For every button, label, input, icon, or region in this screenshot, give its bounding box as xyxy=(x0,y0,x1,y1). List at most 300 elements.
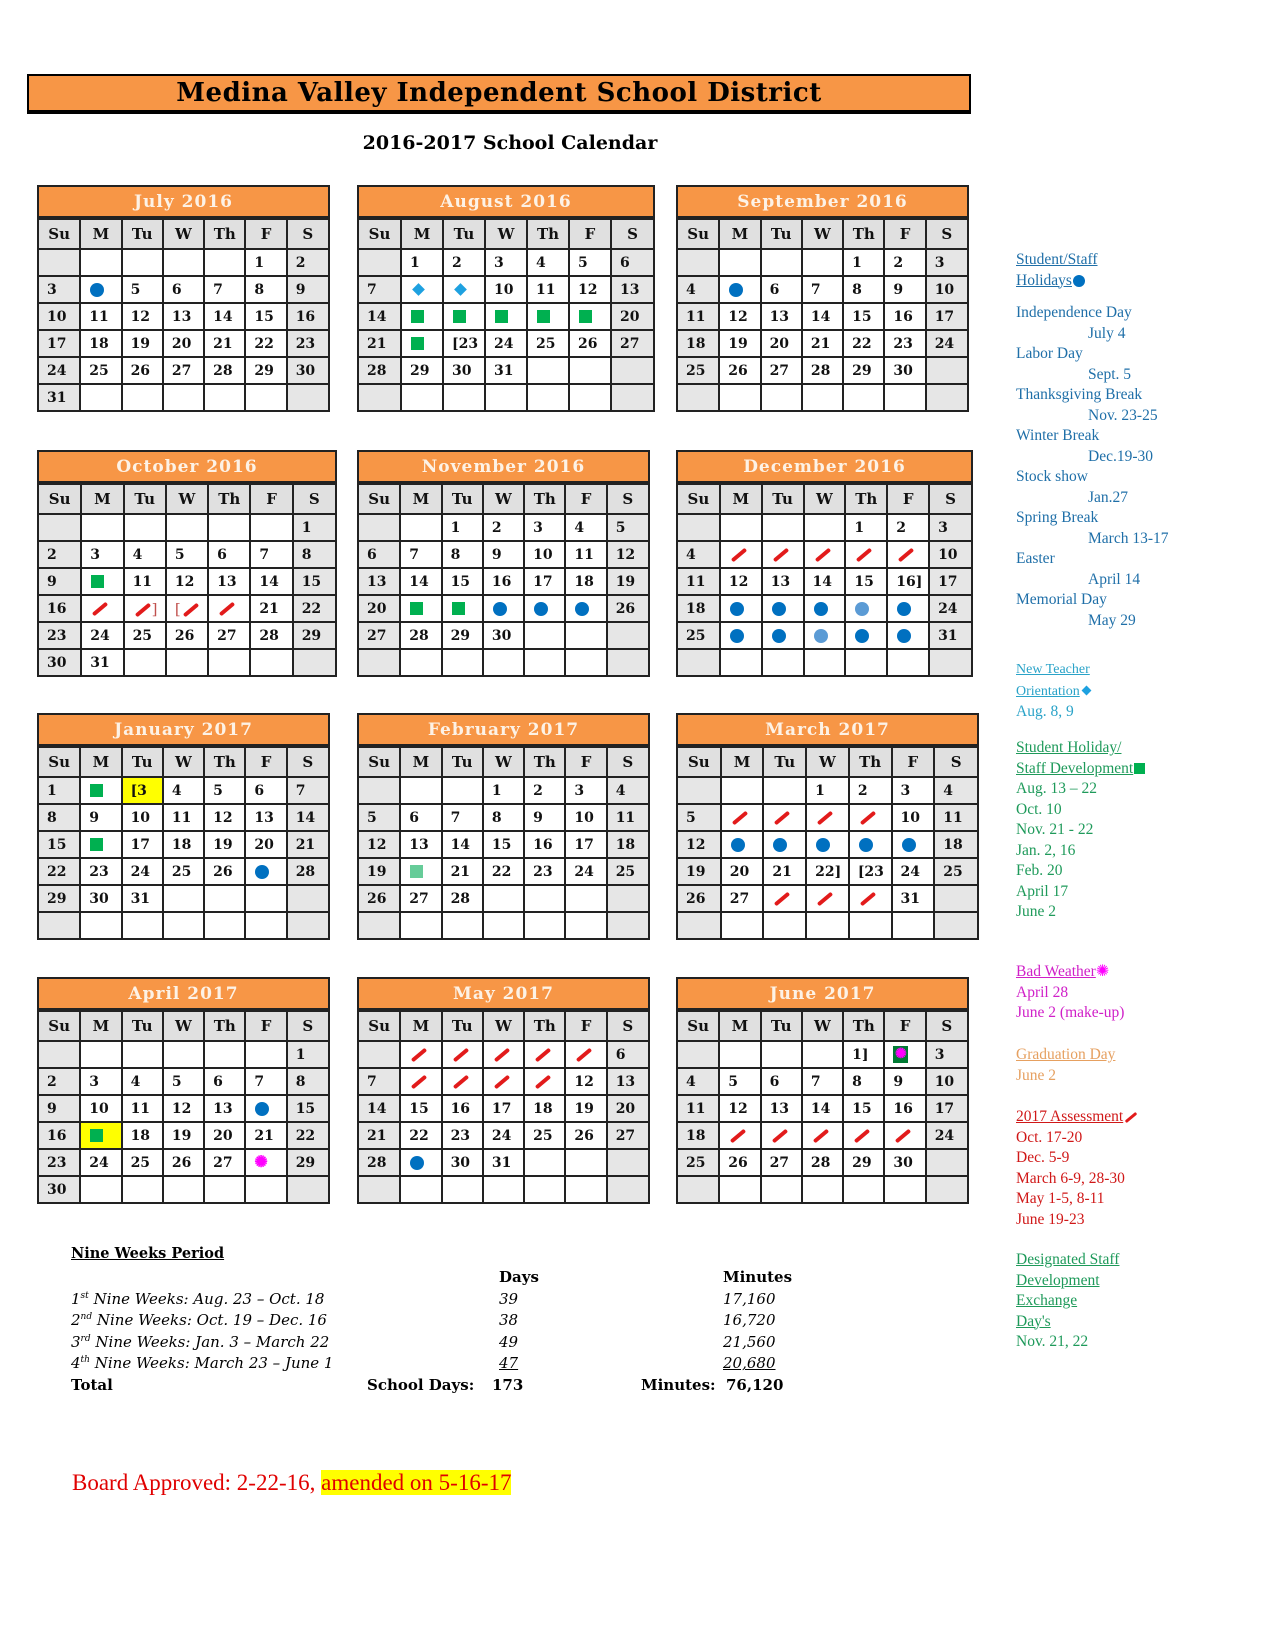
day-cell[interactable] xyxy=(678,249,719,276)
day-cell[interactable]: 19 xyxy=(122,330,163,357)
day-cell[interactable]: 6 xyxy=(208,541,250,568)
day-cell[interactable] xyxy=(524,1176,565,1202)
day-cell[interactable] xyxy=(887,649,929,675)
day-cell[interactable]: 18 xyxy=(678,595,720,622)
day-cell[interactable]: 10 xyxy=(926,276,967,303)
day-cell[interactable] xyxy=(122,1176,163,1202)
day-cell[interactable] xyxy=(80,384,121,410)
day-cell[interactable]: 2 xyxy=(287,249,328,276)
day-cell[interactable] xyxy=(80,249,121,276)
day-cell[interactable] xyxy=(565,622,606,649)
day-cell[interactable]: 5 xyxy=(122,276,163,303)
day-cell[interactable] xyxy=(887,622,929,649)
day-cell[interactable]: 15 xyxy=(483,831,524,858)
day-cell[interactable] xyxy=(122,384,163,410)
day-cell[interactable]: 14 xyxy=(802,303,843,330)
day-cell[interactable] xyxy=(204,1176,245,1202)
day-cell[interactable]: 11 xyxy=(527,276,569,303)
day-cell[interactable] xyxy=(401,303,443,330)
day-cell[interactable]: 9 xyxy=(39,568,81,595)
day-cell[interactable] xyxy=(884,384,925,410)
day-cell[interactable]: 23 xyxy=(80,858,121,885)
day-cell[interactable]: 6 xyxy=(245,777,286,804)
day-cell[interactable]: 19 xyxy=(719,330,760,357)
day-cell[interactable]: 26 xyxy=(359,885,400,912)
day-cell[interactable] xyxy=(565,1149,606,1176)
day-cell[interactable]: 26 xyxy=(719,1149,760,1176)
day-cell[interactable] xyxy=(802,384,843,410)
day-cell[interactable]: 22 xyxy=(293,595,335,622)
day-cell[interactable]: 20 xyxy=(163,330,204,357)
day-cell[interactable] xyxy=(443,303,485,330)
day-cell[interactable]: 4 xyxy=(678,276,719,303)
day-cell[interactable] xyxy=(849,912,892,938)
day-cell[interactable]: 30 xyxy=(39,649,81,675)
day-cell[interactable]: 14 xyxy=(400,568,441,595)
day-cell[interactable]: 15 xyxy=(400,1095,441,1122)
day-cell[interactable] xyxy=(761,1041,802,1068)
day-cell[interactable]: 7 xyxy=(359,1068,400,1095)
day-cell[interactable]: 20 xyxy=(359,595,400,622)
day-cell[interactable]: 31 xyxy=(483,1149,524,1176)
day-cell[interactable]: 25 xyxy=(678,622,720,649)
day-cell[interactable]: 21 xyxy=(204,330,245,357)
day-cell[interactable]: 1 xyxy=(845,514,887,541)
day-cell[interactable]: 17 xyxy=(926,1095,967,1122)
day-cell[interactable]: 11 xyxy=(607,804,648,831)
day-cell[interactable]: 13 xyxy=(204,1095,245,1122)
day-cell[interactable]: 24 xyxy=(892,858,935,885)
day-cell[interactable]: 27 xyxy=(761,357,802,384)
day-cell[interactable] xyxy=(763,831,806,858)
day-cell[interactable]: 27 xyxy=(400,885,441,912)
day-cell[interactable]: 6 xyxy=(359,541,400,568)
day-cell[interactable]: 5 xyxy=(166,541,208,568)
day-cell[interactable] xyxy=(929,649,971,675)
day-cell[interactable]: 24 xyxy=(81,622,123,649)
day-cell[interactable]: 18 xyxy=(80,330,121,357)
day-cell[interactable] xyxy=(287,1176,328,1202)
day-cell[interactable]: 22 xyxy=(39,858,80,885)
day-cell[interactable]: 25 xyxy=(124,622,166,649)
day-cell[interactable]: 3 xyxy=(485,249,527,276)
day-cell[interactable] xyxy=(359,249,401,276)
day-cell[interactable] xyxy=(443,384,485,410)
day-cell[interactable]: 15 xyxy=(245,303,286,330)
day-cell[interactable]: 12 xyxy=(719,1095,760,1122)
day-cell[interactable] xyxy=(245,1149,286,1176)
day-cell[interactable]: 16] xyxy=(887,568,929,595)
day-cell[interactable]: 25 xyxy=(524,1122,565,1149)
day-cell[interactable]: 26 xyxy=(719,357,760,384)
day-cell[interactable]: 28 xyxy=(359,357,401,384)
day-cell[interactable] xyxy=(524,1149,565,1176)
day-cell[interactable]: 21 xyxy=(250,595,292,622)
day-cell[interactable]: 7 xyxy=(287,777,328,804)
day-cell[interactable]: 15 xyxy=(843,1095,884,1122)
day-cell[interactable] xyxy=(934,885,977,912)
day-cell[interactable]: 10 xyxy=(565,804,606,831)
day-cell[interactable] xyxy=(843,1122,884,1149)
day-cell[interactable] xyxy=(845,595,887,622)
day-cell[interactable]: 10 xyxy=(524,541,565,568)
day-cell[interactable]: 10 xyxy=(926,1068,967,1095)
day-cell[interactable]: 20 xyxy=(761,330,802,357)
day-cell[interactable] xyxy=(80,831,121,858)
day-cell[interactable] xyxy=(678,649,720,675)
day-cell[interactable]: 30 xyxy=(884,1149,925,1176)
day-cell[interactable] xyxy=(483,1176,524,1202)
day-cell[interactable]: 11 xyxy=(80,303,121,330)
day-cell[interactable] xyxy=(524,622,565,649)
day-cell[interactable] xyxy=(565,595,606,622)
day-cell[interactable]: 29 xyxy=(843,357,884,384)
day-cell[interactable] xyxy=(719,1122,760,1149)
day-cell[interactable] xyxy=(483,649,524,675)
day-cell[interactable]: 10 xyxy=(485,276,527,303)
day-cell[interactable]: 28 xyxy=(359,1149,400,1176)
day-cell[interactable] xyxy=(250,514,292,541)
day-cell[interactable] xyxy=(442,1176,483,1202)
day-cell[interactable]: 3 xyxy=(926,249,967,276)
day-cell[interactable]: 30 xyxy=(287,357,328,384)
day-cell[interactable] xyxy=(39,1041,80,1068)
day-cell[interactable]: 1 xyxy=(287,1041,328,1068)
day-cell[interactable]: 13 xyxy=(607,1068,648,1095)
day-cell[interactable]: 9 xyxy=(287,276,328,303)
day-cell[interactable]: 27 xyxy=(607,1122,648,1149)
day-cell[interactable] xyxy=(524,595,565,622)
day-cell[interactable]: 8 xyxy=(843,1068,884,1095)
day-cell[interactable] xyxy=(524,912,565,938)
day-cell[interactable]: 19 xyxy=(359,858,400,885)
day-cell[interactable]: 31 xyxy=(39,384,80,410)
day-cell[interactable]: 22 xyxy=(400,1122,441,1149)
day-cell[interactable]: 18 xyxy=(163,831,204,858)
day-cell[interactable]: 28 xyxy=(204,357,245,384)
day-cell[interactable] xyxy=(483,595,524,622)
day-cell[interactable]: 16 xyxy=(884,1095,925,1122)
day-cell[interactable] xyxy=(607,1149,648,1176)
day-cell[interactable]: 17 xyxy=(122,831,163,858)
day-cell[interactable]: 8 xyxy=(293,541,335,568)
day-cell[interactable]: 9 xyxy=(884,1068,925,1095)
day-cell[interactable] xyxy=(884,1041,925,1068)
day-cell[interactable] xyxy=(39,249,80,276)
day-cell[interactable] xyxy=(892,831,935,858)
day-cell[interactable]: 31 xyxy=(929,622,971,649)
day-cell[interactable] xyxy=(569,303,611,330)
day-cell[interactable]: 25 xyxy=(678,1149,719,1176)
day-cell[interactable] xyxy=(400,1149,441,1176)
day-cell[interactable] xyxy=(166,514,208,541)
day-cell[interactable] xyxy=(483,912,524,938)
day-cell[interactable]: 29 xyxy=(293,622,335,649)
day-cell[interactable]: 30 xyxy=(442,1149,483,1176)
day-cell[interactable]: 4 xyxy=(565,514,606,541)
day-cell[interactable]: 15 xyxy=(845,568,887,595)
day-cell[interactable] xyxy=(245,858,286,885)
day-cell[interactable] xyxy=(163,885,204,912)
day-cell[interactable] xyxy=(81,568,123,595)
day-cell[interactable] xyxy=(678,1041,719,1068)
day-cell[interactable]: 5 xyxy=(719,1068,760,1095)
day-cell[interactable] xyxy=(208,514,250,541)
day-cell[interactable]: 16 xyxy=(884,303,925,330)
day-cell[interactable]: 20 xyxy=(245,831,286,858)
day-cell[interactable]: 28 xyxy=(802,357,843,384)
day-cell[interactable] xyxy=(287,885,328,912)
day-cell[interactable] xyxy=(762,622,804,649)
day-cell[interactable] xyxy=(761,384,802,410)
day-cell[interactable] xyxy=(81,595,123,622)
day-cell[interactable]: 11 xyxy=(934,804,977,831)
day-cell[interactable]: 9 xyxy=(884,276,925,303)
day-cell[interactable]: 10 xyxy=(929,541,971,568)
day-cell[interactable] xyxy=(761,1122,802,1149)
day-cell[interactable]: 3 xyxy=(926,1041,967,1068)
day-cell[interactable] xyxy=(607,1176,648,1202)
day-cell[interactable]: 1 xyxy=(39,777,80,804)
day-cell[interactable]: 29 xyxy=(287,1149,328,1176)
day-cell[interactable]: 14 xyxy=(804,568,846,595)
day-cell[interactable]: 24 xyxy=(926,330,967,357)
day-cell[interactable]: 8 xyxy=(245,276,286,303)
day-cell[interactable]: 5 xyxy=(359,804,400,831)
day-cell[interactable]: 1 xyxy=(401,249,443,276)
day-cell[interactable] xyxy=(400,649,441,675)
day-cell[interactable]: 13 xyxy=(359,568,400,595)
day-cell[interactable]: 24 xyxy=(926,1122,967,1149)
day-cell[interactable]: 26 xyxy=(569,330,611,357)
day-cell[interactable]: 25 xyxy=(163,858,204,885)
day-cell[interactable]: 15 xyxy=(39,831,80,858)
day-cell[interactable]: 23 xyxy=(39,622,81,649)
day-cell[interactable]: 20 xyxy=(607,1095,648,1122)
day-cell[interactable]: 1 xyxy=(806,777,849,804)
day-cell[interactable]: 16 xyxy=(39,595,81,622)
day-cell[interactable]: 8 xyxy=(442,541,483,568)
day-cell[interactable] xyxy=(926,384,967,410)
day-cell[interactable] xyxy=(804,595,846,622)
day-cell[interactable]: 30 xyxy=(443,357,485,384)
day-cell[interactable]: 9 xyxy=(39,1095,80,1122)
day-cell[interactable] xyxy=(845,622,887,649)
day-cell[interactable]: [23 xyxy=(443,330,485,357)
day-cell[interactable] xyxy=(527,303,569,330)
day-cell[interactable] xyxy=(442,777,483,804)
day-cell[interactable] xyxy=(287,912,328,938)
day-cell[interactable]: 20 xyxy=(721,858,764,885)
day-cell[interactable] xyxy=(359,384,401,410)
day-cell[interactable]: 12 xyxy=(204,804,245,831)
day-cell[interactable]: 25 xyxy=(934,858,977,885)
day-cell[interactable]: 21 xyxy=(359,1122,400,1149)
day-cell[interactable]: 5 xyxy=(569,249,611,276)
day-cell[interactable]: 18 xyxy=(565,568,606,595)
day-cell[interactable]: 18 xyxy=(934,831,977,858)
day-cell[interactable] xyxy=(80,1122,121,1149)
day-cell[interactable]: 4 xyxy=(678,1068,719,1095)
day-cell[interactable]: 28 xyxy=(250,622,292,649)
day-cell[interactable] xyxy=(806,885,849,912)
day-cell[interactable]: 17 xyxy=(929,568,971,595)
day-cell[interactable] xyxy=(442,1041,483,1068)
day-cell[interactable]: 2 xyxy=(443,249,485,276)
day-cell[interactable]: 30 xyxy=(483,622,524,649)
day-cell[interactable]: 27 xyxy=(721,885,764,912)
day-cell[interactable]: 13 xyxy=(245,804,286,831)
day-cell[interactable] xyxy=(163,249,204,276)
day-cell[interactable] xyxy=(761,249,802,276)
day-cell[interactable] xyxy=(442,649,483,675)
day-cell[interactable] xyxy=(607,649,648,675)
day-cell[interactable] xyxy=(442,1068,483,1095)
day-cell[interactable] xyxy=(763,804,806,831)
day-cell[interactable]: 15 xyxy=(293,568,335,595)
day-cell[interactable] xyxy=(611,357,653,384)
day-cell[interactable]: 21 xyxy=(287,831,328,858)
day-cell[interactable] xyxy=(892,912,935,938)
day-cell[interactable] xyxy=(569,357,611,384)
day-cell[interactable]: 25 xyxy=(122,1149,163,1176)
day-cell[interactable] xyxy=(721,912,764,938)
day-cell[interactable] xyxy=(359,912,400,938)
day-cell[interactable] xyxy=(720,541,762,568)
day-cell[interactable]: 20 xyxy=(611,303,653,330)
day-cell[interactable]: 13 xyxy=(611,276,653,303)
day-cell[interactable]: 3 xyxy=(892,777,935,804)
day-cell[interactable] xyxy=(806,804,849,831)
day-cell[interactable] xyxy=(719,384,760,410)
day-cell[interactable]: 13 xyxy=(762,568,804,595)
day-cell[interactable] xyxy=(762,541,804,568)
day-cell[interactable]: [23 xyxy=(849,858,892,885)
day-cell[interactable]: 15 xyxy=(843,303,884,330)
day-cell[interactable]: 22] xyxy=(806,858,849,885)
day-cell[interactable]: 4 xyxy=(124,541,166,568)
day-cell[interactable]: 1 xyxy=(442,514,483,541)
day-cell[interactable]: 5 xyxy=(163,1068,204,1095)
day-cell[interactable] xyxy=(443,276,485,303)
day-cell[interactable]: 31 xyxy=(122,885,163,912)
day-cell[interactable] xyxy=(678,777,721,804)
day-cell[interactable]: 2 xyxy=(524,777,565,804)
day-cell[interactable] xyxy=(359,1176,400,1202)
day-cell[interactable] xyxy=(762,649,804,675)
day-cell[interactable]: 8 xyxy=(39,804,80,831)
day-cell[interactable] xyxy=(849,885,892,912)
day-cell[interactable] xyxy=(762,595,804,622)
day-cell[interactable]: 13 xyxy=(163,303,204,330)
day-cell[interactable]: 4 xyxy=(934,777,977,804)
day-cell[interactable] xyxy=(204,249,245,276)
day-cell[interactable]: 26 xyxy=(163,1149,204,1176)
day-cell[interactable]: 3 xyxy=(81,541,123,568)
day-cell[interactable] xyxy=(763,885,806,912)
day-cell[interactable]: 2 xyxy=(887,514,929,541)
day-cell[interactable]: 17 xyxy=(39,330,80,357)
day-cell[interactable]: 10 xyxy=(39,303,80,330)
day-cell[interactable]: 1 xyxy=(245,249,286,276)
day-cell[interactable]: 24 xyxy=(80,1149,121,1176)
day-cell[interactable]: 27 xyxy=(163,357,204,384)
day-cell[interactable] xyxy=(884,1122,925,1149)
day-cell[interactable]: 11 xyxy=(124,568,166,595)
day-cell[interactable]: 26 xyxy=(204,858,245,885)
day-cell[interactable]: 14 xyxy=(802,1095,843,1122)
day-cell[interactable] xyxy=(204,885,245,912)
day-cell[interactable] xyxy=(607,622,648,649)
day-cell[interactable]: 23 xyxy=(39,1149,80,1176)
day-cell[interactable]: 27 xyxy=(204,1149,245,1176)
day-cell[interactable]: 8 xyxy=(287,1068,328,1095)
day-cell[interactable]: 22 xyxy=(245,330,286,357)
day-cell[interactable]: 2 xyxy=(39,1068,80,1095)
day-cell[interactable]: 24 xyxy=(565,858,606,885)
day-cell[interactable] xyxy=(607,885,648,912)
day-cell[interactable] xyxy=(845,541,887,568)
day-cell[interactable] xyxy=(926,1149,967,1176)
day-cell[interactable] xyxy=(80,276,121,303)
day-cell[interactable] xyxy=(607,912,648,938)
day-cell[interactable]: 12 xyxy=(359,831,400,858)
day-cell[interactable] xyxy=(124,514,166,541)
day-cell[interactable]: 10 xyxy=(80,1095,121,1122)
day-cell[interactable] xyxy=(926,1176,967,1202)
day-cell[interactable]: 4 xyxy=(122,1068,163,1095)
day-cell[interactable] xyxy=(845,649,887,675)
day-cell[interactable]: 4 xyxy=(163,777,204,804)
day-cell[interactable] xyxy=(849,831,892,858)
day-cell[interactable]: 25 xyxy=(80,357,121,384)
day-cell[interactable] xyxy=(806,831,849,858)
day-cell[interactable] xyxy=(762,514,804,541)
day-cell[interactable]: 26 xyxy=(166,622,208,649)
day-cell[interactable]: 24 xyxy=(483,1122,524,1149)
day-cell[interactable]: 29 xyxy=(442,622,483,649)
day-cell[interactable] xyxy=(245,1176,286,1202)
day-cell[interactable] xyxy=(719,276,760,303)
day-cell[interactable] xyxy=(80,1041,121,1068)
day-cell[interactable]: 29 xyxy=(245,357,286,384)
day-cell[interactable]: 3 xyxy=(39,276,80,303)
day-cell[interactable]: 12 xyxy=(565,1068,606,1095)
day-cell[interactable]: 3 xyxy=(524,514,565,541)
day-cell[interactable] xyxy=(245,1041,286,1068)
day-cell[interactable]: 4 xyxy=(607,777,648,804)
day-cell[interactable]: 9 xyxy=(524,804,565,831)
day-cell[interactable] xyxy=(763,777,806,804)
day-cell[interactable]: 7 xyxy=(442,804,483,831)
day-cell[interactable]: 18 xyxy=(122,1122,163,1149)
day-cell[interactable]: 12 xyxy=(607,541,648,568)
day-cell[interactable]: 11 xyxy=(678,568,720,595)
day-cell[interactable] xyxy=(442,595,483,622)
day-cell[interactable] xyxy=(678,384,719,410)
day-cell[interactable] xyxy=(245,384,286,410)
day-cell[interactable]: 18 xyxy=(678,330,719,357)
day-cell[interactable]: 7 xyxy=(250,541,292,568)
day-cell[interactable] xyxy=(124,649,166,675)
day-cell[interactable]: 15 xyxy=(287,1095,328,1122)
day-cell[interactable] xyxy=(926,357,967,384)
day-cell[interactable]: 14 xyxy=(250,568,292,595)
day-cell[interactable]: 19 xyxy=(607,568,648,595)
day-cell[interactable]: 12 xyxy=(678,831,721,858)
day-cell[interactable]: 19 xyxy=(204,831,245,858)
day-cell[interactable] xyxy=(804,541,846,568)
